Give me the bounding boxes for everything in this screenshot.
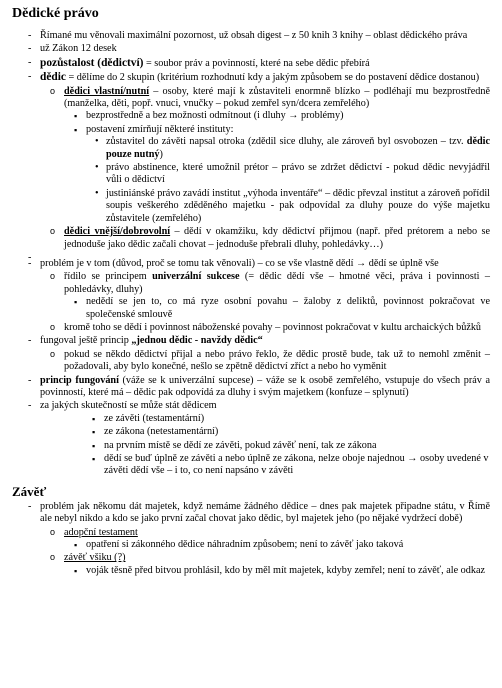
list-item: - dědic = dělíme do 2 skupin (kritérium rozhodnutí kdy a jakým způsobem se do postavení dědice dostanou) o dědici vlastní/nutní – osoby, které mají k zůstaviteli enormně blízko – podléhají mu bezprostředně (manželka, děti, popř. vnuci, vnučky – pokud zemřel syn/dcera zemřelého) ▪ bezprostředně a bez možnosti odmítnout (i dluhy → problémy) ▪ postavení zmírňují některé instituty: • zůstavitel do závěti napsal otroka (zdědil sice dluhy, ale zároveň byl osvobozen – tzv. dědic pouze nutný) • právo abstinence, které umožnil prétor – právo se zdržet dědictví - pokud dědic nevyjádřil vůli o dědictví • justiniánské právo zavádí institut „výhoda inventáře“ – dědic převzal institut a zároveň pořídil soupis veškerého zděděného majetku - pak odpovídal za dluhy pouze do výše majetku zůstavitele (zemřelého) o dědici vnější/dobrovolní – dědí v okamžiku, kdy dědictví přijmou (např. před prétorem a nebo se jednoduše jako dědic začali chovat – jednoduše přebrali dluhy, pohledávky…): [10, 71, 490, 251]
list-item: ▪ dědí se buď úplně ze závěti a nebo úplně ze zákona, nelze oboje najednou → osoby uvedené v závěti dědí vše – i to, co není napsáno v závěti: [82, 453, 490, 478]
list-item: - Římané mu věnovali maximální pozornost, už obsah digest – z 50 knih 3 knihy – oblast dědického práva: [10, 30, 490, 42]
term-principle: princip fungování: [40, 374, 119, 386]
list-item: ▪ opatření si zákonného dědice náhradním způsobem; není to závěť jako taková: [64, 539, 490, 551]
section-heritage-list: [10, 30, 490, 478]
list-item: • zůstavitel do závěti napsal otroka (zdědil sice dluhy, ale zároveň byl osvobozen – tzv. dědic pouze nutný): [86, 136, 490, 161]
list-item: - fungoval ještě princip „jednou dědic - navždy dědic“ o pokud se někdo dědictví přijal a nebo právo řeklo, že dědic prostě bude, tak už to nemohl změnit – požadovali, aby bylo konečné, nešlo se zpětně dědictví zříct a nebo ho vyměnit: [10, 335, 490, 373]
list-item: o pokud se někdo dědictví přijal a nebo právo řeklo, že dědic prostě bude, tak už to nemohl změnit – požadovali, aby bylo konečné, nešlo se zpětně dědictví zříct a nebo ho vyměnit: [40, 349, 490, 374]
list-item: o řídilo se principem univerzální sukcese (= dědic dědí vše – hmotné věci, práva i povinnosti – pohledávky, dluhy) ▪ nedědí se jen to, co má ryze osobní povahu – žaloby z deliktů, povinnost pokračovat ve společenské smlouvě: [40, 271, 490, 321]
term-heir: dědic: [40, 71, 66, 84]
spacer: [10, 252, 490, 257]
list-item: • justiniánské právo zavádí institut „výhoda inventáře“ – dědic převzal institut a zároveň pořídil soupis veškerého zděděného majetku - pak odpovídal za dluhy pouze do výše majetku zůstavitele (zemřelého): [86, 188, 490, 225]
list-item: ▪ na prvním místě se dědí ze závěti, pokud závěť není, tak ze zákona: [82, 440, 490, 452]
list-item: ▪ nedědí se jen to, co má ryze osobní povahu – žaloby z deliktů, povinnost pokračovat ve společenské smlouvě: [64, 296, 490, 321]
list-item: - za jakých skutečností se může stát dědicem ▪ ze závěti (testamentární) ▪ ze zákona (netestamentární) ▪ na prvním místě se dědí ze závěti, pokud závěť není, tak ze zákona ▪ dědí se buď úplně ze závěti a nebo úplně ze zákona, nelze oboje najednou → osoby uvedené v závěti dědí vše – i to, co není napsáno v závěti: [10, 400, 490, 477]
term-own-heirs: dědici vlastní/nutní: [64, 85, 150, 97]
list-item: ▪ bezprostředně a bez možnosti odmítnout (i dluhy → problémy): [64, 110, 490, 122]
list-item: o dědici vnější/dobrovolní – dědí v okamžiku, kdy dědictví přijmou (např. před prétorem a nebo se jednoduše jako dědic začali chovat – jednoduše přebrali dluhy, pohledávky…): [40, 226, 490, 251]
section-will-list: [10, 501, 490, 577]
list-item: - problém jak někomu dát majetek, když nemáme žádného dědice – dnes pak majetek připadne státu, v Římě ale nebyl nikdo a kdo se jako první začal chovat jako dědic, byl majetek jeho (po nějaké vydržecí době) o adopční testament ▪ opatření si zákonného dědice náhradním způsobem; není to závěť jako taková o závěť všiku (?) ▪ voják těsně před bitvou prohlásil, kdo by měl mít majetek, kdyby zemřel; není to závěť, ale odkaz: [10, 501, 490, 577]
list-item: o adopční testament ▪ opatření si zákonného dědice náhradním způsobem; není to závěť jako taková: [40, 527, 490, 552]
list-item: - problém je v tom (důvod, proč se tomu tak věnovali) – co se vše vlastně dědí → dědí se úplně vše o řídilo se principem univerzální sukcese (= dědic dědí vše – hmotné věci, práva i povinnosti – pohledávky, dluhy) ▪ nedědí se jen to, co má ryze osobní povahu – žaloby z deliktů, povinnost pokračovat ve společenské smlouvě o kromě toho se dědí i povinnost náboženské povahy – povinnost pokračovat v kultu archaických bůžků: [10, 258, 490, 334]
list-item: - princip fungování (váže se k univerzální supcese) – váže se k osobě zemřelého, vstupuje do všech práv a povinností, které má – dědic pak odpovídá za dluhy i svým majetkem (konfuze – splynutí): [10, 375, 490, 400]
page-title: Dědické právo: [12, 6, 99, 21]
term-estate: pozůstalost (dědictví): [40, 56, 144, 69]
term-external-heirs: dědici vnější/dobrovolní: [64, 226, 171, 238]
list-item: ▪ ze závěti (testamentární): [82, 413, 490, 425]
list-item: ▪ voják těsně před bitvou prohlásil, kdo by měl mít majetek, kdyby zemřel; není to závěť, ale odkaz: [64, 565, 490, 577]
section-title-will: Závěť: [12, 483, 47, 499]
list-item: ▪ postavení zmírňují některé instituty: • zůstavitel do závěti napsal otroka (zdědil sice dluhy, ale zároveň byl osvobozen – tzv. dědic pouze nutný) • právo abstinence, které umožnil prétor – právo se zdržet dědictví - pokud dědic nevyjádřil vůli o dědictví • justiniánské právo zavádí institut „výhoda inventáře“ – dědic převzal institut a zároveň pořídil soupis veškerého zděděného majetku - pak odpovídal za dluhy pouze do výše majetku zůstavitele (zemřelého): [64, 124, 490, 225]
list-item: o dědici vlastní/nutní – osoby, které mají k zůstaviteli enormně blízko – podléhají mu bezprostředně (manželka, děti, popř. vnuci, vnučky – pokud zemřel syn/dcera zemřelého) ▪ bezprostředně a bez možnosti odmítnout (i dluhy → problémy) ▪ postavení zmírňují některé instituty: • zůstavitel do závěti napsal otroka (zdědil sice dluhy, ale zároveň byl osvobozen – tzv. dědic pouze nutný) • právo abstinence, které umožnil prétor – právo se zdržet dědictví - pokud dědic nevyjádřil vůli o dědictví • justiniánské právo zavádí institut „výhoda inventáře“ – dědic převzal institut a zároveň pořídil soupis veškerého zděděného majetku - pak odpovídal za dluhy pouze do výše majetku zůstavitele (zemřelého): [40, 86, 490, 225]
list-item: - pozůstalost (dědictví) = soubor práv a povinností, které na sebe dědic přebírá: [10, 57, 490, 70]
list-item: o závěť všiku (?) ▪ voják těsně před bitvou prohlásil, kdo by měl mít majetek, kdyby zemřel; není to závěť, ale odkaz: [40, 552, 490, 577]
list-item: • právo abstinence, které umožnil prétor – právo se zdržet dědictví - pokud dědic nevyjádřil vůli o dědictví: [86, 162, 490, 187]
list-item: o kromě toho se dědí i povinnost náboženské povahy – povinnost pokračovat v kultu archaických bůžků: [40, 322, 490, 334]
list-item: - už Zákon 12 desek: [10, 43, 490, 55]
list-item: ▪ ze zákona (netestamentární): [82, 426, 490, 438]
